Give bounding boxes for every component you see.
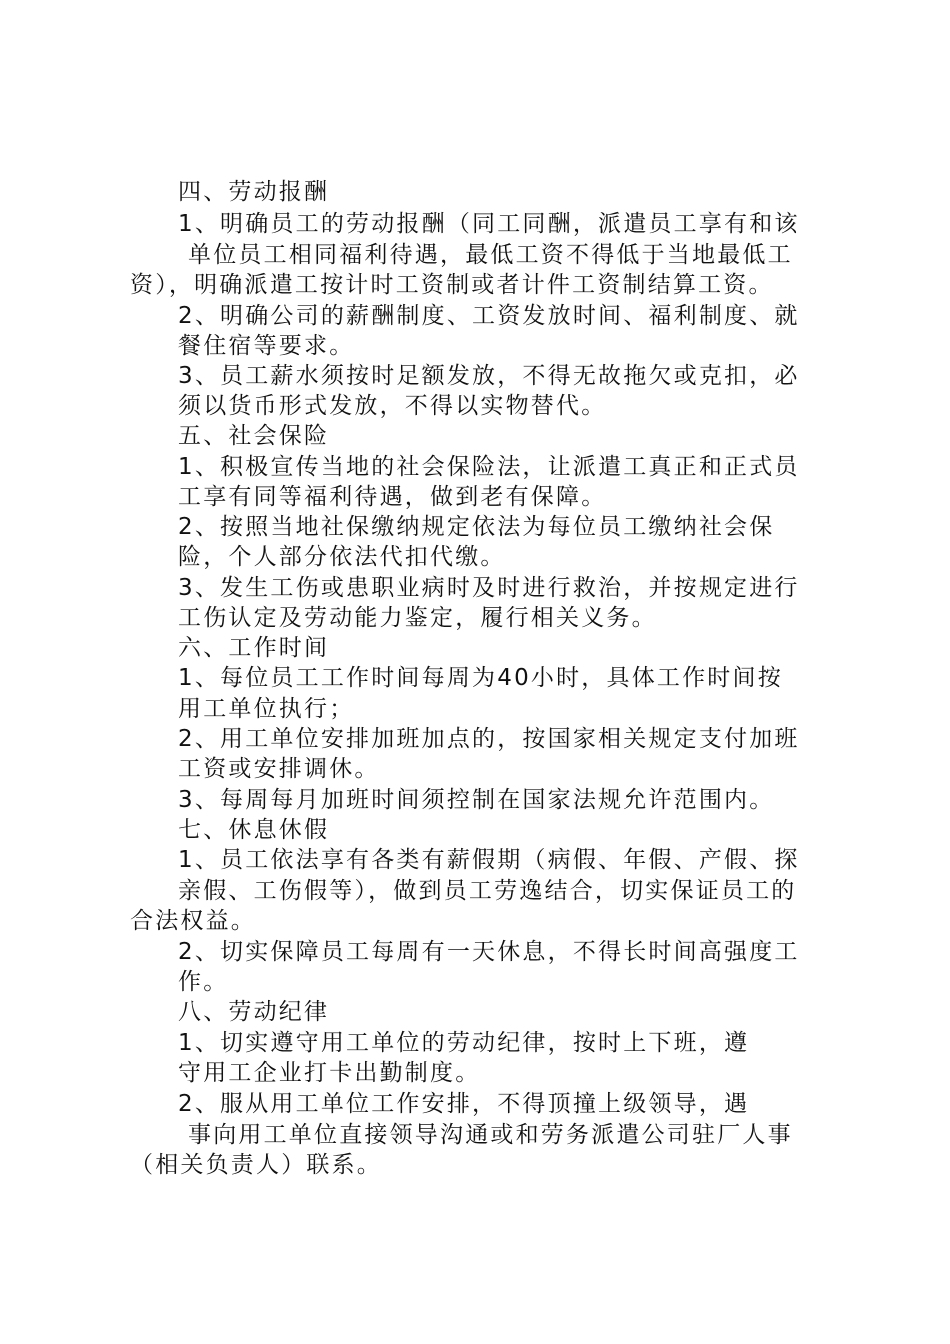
paragraph-line: 3、员工薪水须按时足额发放，不得无故拖欠或克扣，必 xyxy=(178,363,800,389)
paragraph-line: 作。 xyxy=(178,969,229,995)
paragraph-line: 工伤认定及劳动能力鉴定，履行相关义务。 xyxy=(178,605,657,631)
paragraph-line: 2、明确公司的薪酬制度、工资发放时间、福利制度、就 xyxy=(178,303,800,329)
paragraph-line: 单位员工相同福利待遇，最低工资不得低于当地最低工 xyxy=(188,242,793,268)
paragraph-line: 用工单位执行； xyxy=(178,696,355,722)
paragraph-line: 2、切实保障员工每周有一天休息，不得长时间高强度工 xyxy=(178,939,800,965)
paragraph-line: 守用工企业打卡出勤制度。 xyxy=(178,1060,481,1086)
paragraph-line: 1、明确员工的劳动报酬（同工同酬，派遣员工享有和该 xyxy=(178,211,800,237)
paragraph-line: 2、按照当地社保缴纳规定依法为每位员工缴纳社会保 xyxy=(178,514,775,540)
paragraph-line: 1、切实遵守用工单位的劳动纪律，按时上下班，遵 xyxy=(178,1030,750,1056)
paragraph-line: 亲假、工伤假等），做到员工劳逸结合，切实保证员工的 xyxy=(178,878,797,904)
paragraph-line: 3、每周每月加班时间须控制在国家法规允许范围内。 xyxy=(178,787,775,813)
section-heading: 四、劳动报酬 xyxy=(178,179,330,205)
paragraph-line: 险，个人部分依法代扣代缴。 xyxy=(178,544,506,570)
paragraph-line: 1、每位员工工作时间每周为40小时，具体工作时间按 xyxy=(178,665,783,691)
paragraph-line: 2、用工单位安排加班加点的，按国家相关规定支付加班 xyxy=(178,726,800,752)
paragraph-line: 1、积极宣传当地的社会保险法，让派遣工真正和正式员 xyxy=(178,454,800,480)
paragraph-line: 工资或安排调休。 xyxy=(178,756,380,782)
paragraph-line: 1、员工依法享有各类有薪假期（病假、年假、产假、探 xyxy=(178,847,800,873)
paragraph-line: 合法权益。 xyxy=(130,908,256,934)
paragraph-line: 2、服从用工单位工作安排，不得顶撞上级领导，遇 xyxy=(178,1091,750,1117)
section-heading: 七、休息休假 xyxy=(178,817,330,843)
section-heading: 五、社会保险 xyxy=(178,423,330,449)
paragraph-line: 须以货币形式发放，不得以实物替代。 xyxy=(178,393,607,419)
paragraph-line: 3、发生工伤或患职业病时及时进行救治，并按规定进行 xyxy=(178,575,800,601)
paragraph-line: 餐住宿等要求。 xyxy=(178,333,355,359)
paragraph-line: 事向用工单位直接领导沟通或和劳务派遣公司驻厂人事 xyxy=(188,1122,793,1148)
section-heading: 八、劳动纪律 xyxy=(178,999,330,1025)
paragraph-line: 资），明确派遣工按计时工资制或者计件工资制结算工资。 xyxy=(130,272,774,298)
paragraph-line: 工享有同等福利待遇，做到老有保障。 xyxy=(178,484,607,510)
paragraph-line: （相关负责人）联系。 xyxy=(130,1152,382,1178)
section-heading: 六、工作时间 xyxy=(178,635,330,661)
